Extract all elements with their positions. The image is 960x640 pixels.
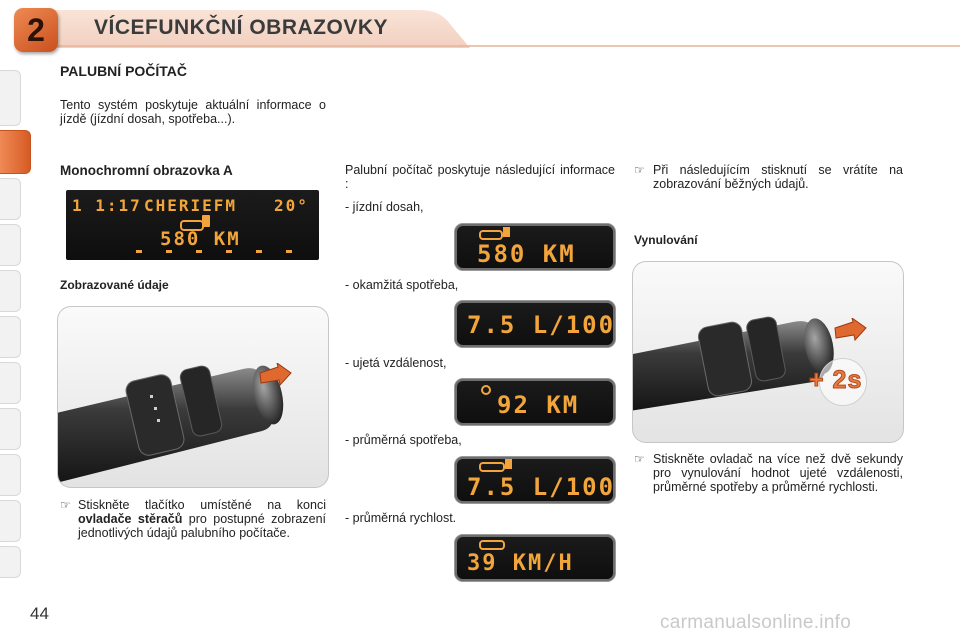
chapter-number-badge: 2 [14,8,58,52]
press-arrow-icon [258,363,292,387]
fuel-pump-icon [503,227,510,237]
hand-pointer-icon: ☞ [60,498,71,512]
chapter-tab-9[interactable] [0,454,21,496]
watermark: carmanualsonline.info [660,612,852,633]
range-icon [479,230,503,240]
lcd-distance-value: 92 KM [497,391,580,419]
display-range-value: 580 KM [160,228,241,250]
middle-intro: Palubní počítač poskytuje následující informace : [345,163,615,191]
page-header-title: VÍCEFUNKČNÍ OBRAZOVKY [94,16,389,39]
chapter-tab-11[interactable] [0,546,21,578]
return-instruction: Při následujícím stisknutí se vrátíte na zobrazování běžných údajů. [653,163,903,191]
display-temperature: 20° [274,196,309,215]
intro-paragraph: Tento systém poskytuje aktuální informace o jízdě (jízdní dosah, spotřeba...). [60,98,326,126]
wiper-stalk-reset-illustration [633,262,903,442]
monochrome-display-screen [66,190,319,260]
reset-instruction: Stiskněte ovladač na více než dvě sekundy pro vynulování hodnot ujeté vzdálenosti, průměrné spotřeby a průměrné rychlosti. [653,452,903,494]
left-instruction [78,498,326,540]
displayed-data-subheading: Zobrazované údaje [60,278,169,292]
wiper-stalk-photo [57,306,329,488]
chapter-tab-10[interactable] [0,500,21,542]
item-average-speed-label: - průměrná rychlost. [345,511,457,525]
lcd-instant-consumption-value: 7.5 L/100 [467,311,615,339]
odometer-icon [481,385,491,395]
lcd-instant-consumption [455,301,615,347]
average-icon [479,462,505,472]
lcd-average-consumption [455,457,615,503]
chapter-tab-4[interactable] [0,224,21,266]
lcd-average-speed-value: 39 KM/H [467,551,574,576]
reset-heading: Vynulování [634,233,698,247]
chapter-tab-7[interactable] [0,362,21,404]
chapter-tab-3[interactable] [0,178,21,220]
wiper-stalk-reset-photo [632,261,904,443]
lcd-average-speed [455,535,615,581]
hand-pointer-icon-2: ☞ [634,163,645,177]
lcd-range [455,224,615,270]
hold-duration-badge: + 2s [809,366,863,394]
chapter-tab-6[interactable] [0,316,21,358]
display-radio-station: CHERIEFM [144,196,238,215]
speed-icon [479,540,505,550]
lcd-distance [455,379,615,425]
left-instruction-text-2: pro postupné zobrazení jednotlivých údajů palubního počítače. [78,512,326,540]
chapter-tab-8[interactable] [0,408,21,450]
wiper-stalk-illustration [58,307,328,487]
lcd-range-value: 580 KM [477,240,576,268]
press-arrow-icon-2 [833,318,867,342]
display-indicator-strip [136,250,306,253]
display-fuel-pump-icon [202,215,210,227]
chapter-tab-1[interactable] [0,70,21,126]
left-instruction-bold: ovladače stěračů [78,512,183,526]
chapter-tab-5[interactable] [0,270,21,312]
monochrome-display-heading: Monochromní obrazovka A [60,163,233,178]
item-range-label: - jízdní dosah, [345,200,424,214]
header-bar [0,0,960,50]
item-instant-consumption-label: - okamžitá spotřeba, [345,278,459,292]
section-title: PALUBNÍ POČÍTAČ [60,63,188,79]
page-number: 44 [30,604,49,623]
chapter-tab-2-active[interactable] [0,130,31,174]
left-instruction-text-1: Stiskněte tlačítko umístěné na konci [78,498,326,512]
lcd-average-consumption-value: 7.5 L/100 [467,473,615,501]
item-distance-label: - ujetá vzdálenost, [345,356,447,370]
fuel-pump-icon-2 [505,459,512,469]
hand-pointer-icon-3: ☞ [634,452,645,466]
display-clock: 1 1:17 [72,196,142,215]
item-average-consumption-label: - průměrná spotřeba, [345,433,462,447]
